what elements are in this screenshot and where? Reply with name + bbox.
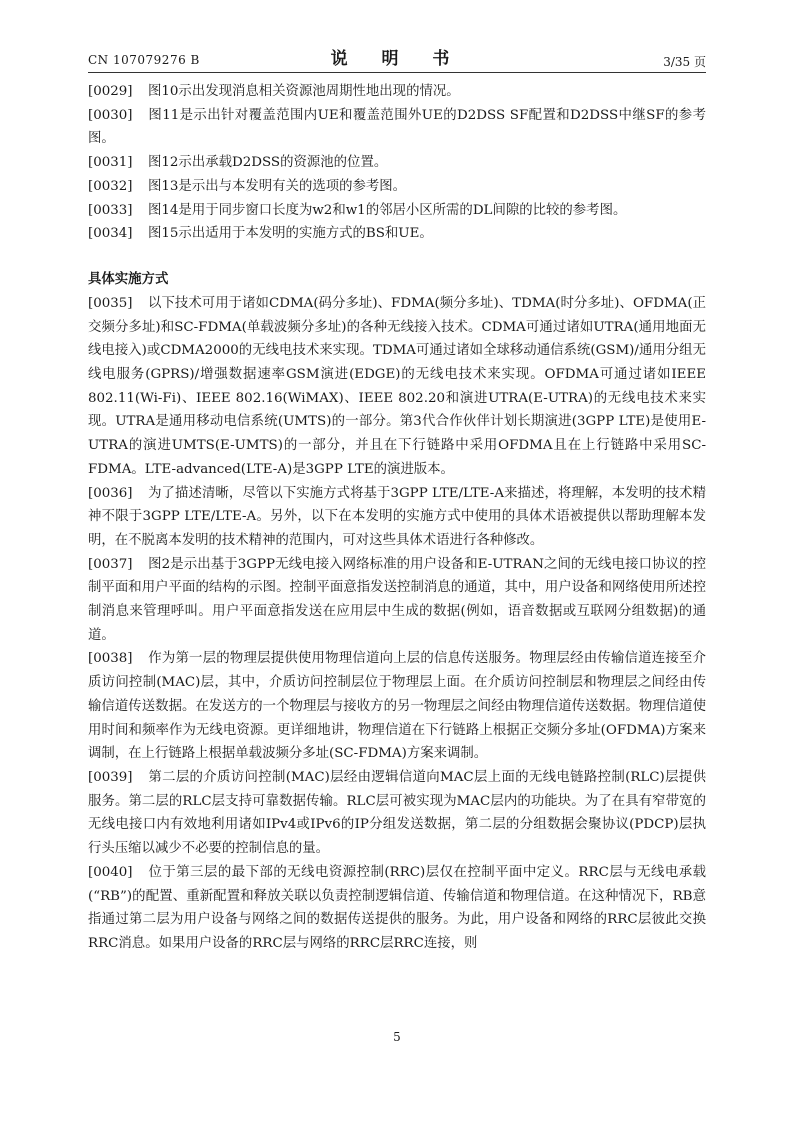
paragraph-text: 位于第三层的最下部的无线电资源控制(RRC)层仅在控制平面中定义。RRC层与无线电承载(“RB”)的配置、重新配置和释放关联以负责控制逻辑信道、传输信道和物理信道。在这种情况下，RB意指通过第二层为用户设备与网络之间的数据传送提供的服务。为此，用户设备和网络的RRC层彼此交换RRC消息。如果用户设备的RRC层与网络的RRC层RRC连接，则: [88, 864, 706, 951]
paragraph-number: [0040]: [88, 864, 133, 880]
paragraph-number: [0029]: [88, 84, 133, 99]
paragraph-0038: [88, 647, 706, 766]
paragraph-0029: [88, 80, 706, 104]
patent-number: CN 107079276 B: [88, 53, 200, 67]
header-divider: [88, 72, 706, 73]
paragraph-0033: [88, 199, 706, 223]
page-header: [88, 44, 706, 70]
paragraph-number: [0030]: [88, 107, 133, 123]
paragraph-text: 图2是示出基于3GPP无线电接入网络标准的用户设备和E-UTRAN之间的无线电接口协议的控制平面和用户平面的结构的示图。控制平面意指发送控制消息的通道，其中，用户设备和网络使用所述控制消息来管理呼叫。用户平面意指发送在应用层中生成的数据(例如，语音数据或互联网分组数据)的通道。: [88, 556, 706, 643]
paragraph-text: 图15示出适用于本发明的实施方式的BS和UE。: [148, 226, 433, 242]
paragraph-number: [0033]: [88, 202, 133, 218]
paragraph-number: [0039]: [88, 769, 133, 785]
paragraph-0039: [88, 766, 706, 861]
document-title: 说 明 书: [330, 49, 464, 69]
paragraph-0035: [88, 292, 706, 482]
section-spacer: [88, 246, 706, 258]
paragraph-number: [0035]: [88, 295, 133, 311]
paragraph-number: [0031]: [88, 155, 133, 171]
paragraph-text: 图13是示出与本发明有关的选项的参考图。: [148, 178, 407, 194]
paragraph-0030: [88, 104, 706, 151]
paragraph-number: [0037]: [88, 556, 133, 572]
paragraph-number: [0032]: [88, 178, 133, 194]
section-heading: 具体实施方式: [88, 271, 169, 287]
paragraph-number: [0038]: [88, 651, 133, 667]
paragraph-number: [0036]: [88, 485, 133, 501]
paragraph-0040: [88, 861, 706, 956]
paragraph-0034: [88, 222, 706, 246]
document-body: [88, 80, 706, 956]
paragraph-text: 图10示出发现消息相关资源池周期性地出现的情况。: [148, 84, 460, 99]
paragraph-text: 图14是用于同步窗口长度为w2和w1的邻居小区所需的DL间隙的比较的参考图。: [148, 202, 627, 218]
page-number: 5: [393, 1030, 401, 1044]
paragraph-number: [0034]: [88, 226, 133, 242]
paragraph-0032: [88, 175, 706, 199]
paragraph-text: 作为第一层的物理层提供使用物理信道向上层的信息传送服务。物理层经由传输信道连接至介质访问控制(MAC)层，其中，介质访问控制层位于物理层上面。在介质访问控制层和物理层之间经由传输信道传送数据。在发送方的一个物理层与接收方的另一物理层之间经由物理信道传送数据。物理信道使用时间和频率作为无线电资源。更详细地讲，物理信道在下行链路上根据正交频分多址(OFDMA)方案来调制，在上行链路上根据单载波频分多址(SC-FDMA)方案来调制。: [88, 651, 706, 762]
page-info: 3/35 页: [663, 55, 706, 69]
paragraph-text: 图12示出承载D2DSS的资源池的位置。: [148, 155, 388, 171]
paragraph-0031: [88, 151, 706, 175]
paragraph-0036: [88, 482, 706, 553]
paragraph-0037: [88, 553, 706, 648]
paragraph-text: 为了描述清晰，尽管以下实施方式将基于3GPP LTE/LTE-A来描述，将理解，本发明的技术精神不限于3GPP LTE/LTE-A。另外，以下在本发明的实施方式中使用的具体术语被提供以帮助理解本发明，在不脱离本发明的技术精神的范围内，可对这些具体术语进行各种修改。: [88, 485, 706, 548]
paragraph-text: 以下技术可用于诸如CDMA(码分多址)、FDMA(频分多址)、TDMA(时分多址)、OFDMA(正交频分多址)和SC-FDMA(单载波频分多址)的各种无线接入技术。CDMA可通过诸如UTRA(通用地面无线电接入)或CDMA2000的无线电技术来实现。TDMA可通过诸如全球移动通信系统(GSM)/通用分组无线电服务(GPRS)/增强数据速率GSM演进(EDGE)的无线电技术来实现。OFDMA可通过诸如IEEE 802.11(Wi-Fi)、IEEE 802.16(WiMAX)、IEEE 802.20和演进UTRA(E-UTRA)的无线电技术来实现。UTRA是通用移动电信系统(UMTS)的一部分。第3代合作伙伴计划长期演进(3GPP LTE)是使用E-UTRA的演进UMTS(E-UMTS)的一部分，并且在下行链路中采用OFDMA且在上行链路中采用SC-FDMA。LTE-advanced(LTE-A)是3GPP LTE的演进版本。: [88, 295, 706, 477]
paragraph-text: 第二层的介质访问控制(MAC)层经由逻辑信道向MAC层上面的无线电链路控制(RLC)层提供服务。第二层的RLC层支持可靠数据传输。RLC层可被实现为MAC层内的功能块。为了在具有窄带宽的无线电接口内有效地利用诸如IPv4或IPv6的IP分组发送数据，第二层的分组数据会聚协议(PDCP)层执行头压缩以减少不必要的控制信息的量。: [88, 769, 706, 857]
paragraph-text: 图11是示出针对覆盖范围内UE和覆盖范围外UE的D2DSS SF配置和D2DSS中继SF的参考图。: [88, 107, 706, 147]
